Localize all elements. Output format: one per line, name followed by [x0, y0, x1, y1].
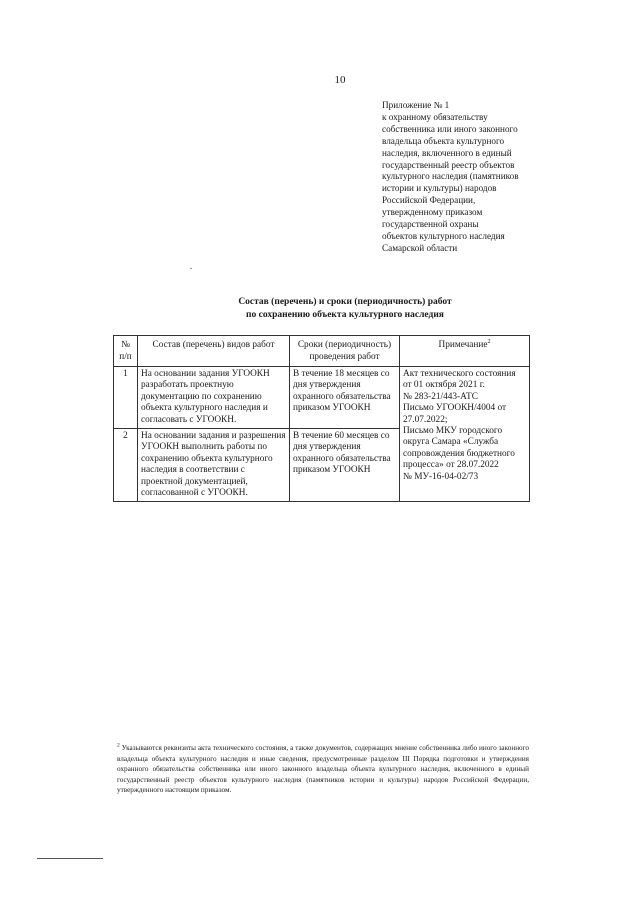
works-table — [113, 335, 530, 502]
appendix-line: объектов культурного наследия — [382, 230, 505, 241]
appendix-line: истории и культуры) народов — [382, 183, 497, 194]
note-line: округа Самара «Служба — [403, 437, 499, 448]
note-line: от 01 октября 2021 г. — [403, 380, 485, 391]
note-line: Акт технического состояния — [403, 369, 516, 379]
title-line-1: Состав (перечень) и сроки (периодичность) работ — [238, 297, 452, 307]
header-note-label: Примечание — [438, 340, 488, 350]
header-term: Сроки (периодичность) проведения работ — [290, 336, 400, 367]
note-line: Письмо УГООКН/4004 от — [403, 403, 507, 414]
table-header-row — [114, 336, 530, 367]
footnote-mark: 2 — [117, 742, 120, 749]
footnote — [117, 743, 529, 796]
page-number: 10 — [334, 74, 346, 86]
table-row — [114, 367, 530, 429]
appendix-line: Российской Федерации, — [382, 195, 476, 206]
appendix-line: утвержденному приказом — [382, 207, 483, 218]
row-number: 2 — [114, 429, 138, 502]
note-line: Письмо МКУ городского — [403, 426, 503, 437]
note-line: сопровождения бюджетного — [403, 448, 515, 459]
row-term: В течение 18 месяцев со дня утверждения охранного обязательства приказом УГООКН — [290, 367, 400, 429]
appendix-heading — [382, 100, 592, 255]
appendix-line: государственный реестр объектов — [382, 159, 515, 170]
appendix-line: государственной охраны — [382, 219, 479, 230]
footnote-text: Указываются реквизиты акта технического состояния, а также документов, содержащих мнение собственника либо иного законного владельца объекта культурного наследия и иные сведения, предусмотренные разделом III Порядка подготовки и утверждения охранного обязательства собственника или иного законного владельца объекта культурного наследия, включенного в единый государственный реестр объектов культурного наследия (памятников истории и культуры) народов Российской Федерации, утвержденного настоящим приказом. — [117, 744, 529, 795]
row-composition: На основании задания УГООКН разработать проектную документацию по сохранению объекта культурного наследия и согласовать с УГООКН. — [138, 367, 290, 429]
appendix-line: владельца объекта культурного — [382, 135, 505, 146]
title-line-2: по сохранению объекта культурного наследия — [246, 310, 444, 320]
document-title — [150, 296, 540, 322]
appendix-line: к охранному обязательству — [382, 111, 488, 122]
header-num: № п/п — [114, 336, 138, 367]
row-composition: На основании задания и разрешения УГООКН выполнить работы по сохранению объекта культурного наследия в соответствии с проектной документацией, согласованной с УГООКН. — [138, 429, 290, 502]
appendix-line: Самарской области — [382, 242, 458, 253]
appendix-line: культурного наследия (памятников — [382, 171, 519, 182]
note-line: 27.07.2022; — [403, 414, 448, 425]
row-number: 1 — [114, 367, 138, 429]
row-term: В течение 60 месяцев со дня утверждения охранного обязательства приказом УГООКН — [290, 429, 400, 502]
appendix-line: собственника или иного законного — [382, 123, 518, 134]
header-composition: Состав (перечень) видов работ — [138, 336, 290, 367]
note-line: № 283-21/443-АТС — [403, 391, 478, 402]
note-line: № МУ-16-04-02/73 — [403, 471, 479, 482]
scan-speck — [190, 268, 192, 269]
footnote-ref: 2 — [487, 338, 491, 345]
appendix-line: наследия, включенного в единый — [382, 147, 512, 158]
header-note — [400, 336, 530, 367]
appendix-line: Приложение № 1 — [382, 100, 450, 110]
note-line: процесса» от 28.07.2022 — [403, 460, 499, 471]
note-cell — [400, 367, 530, 502]
bottom-rule — [37, 858, 103, 859]
